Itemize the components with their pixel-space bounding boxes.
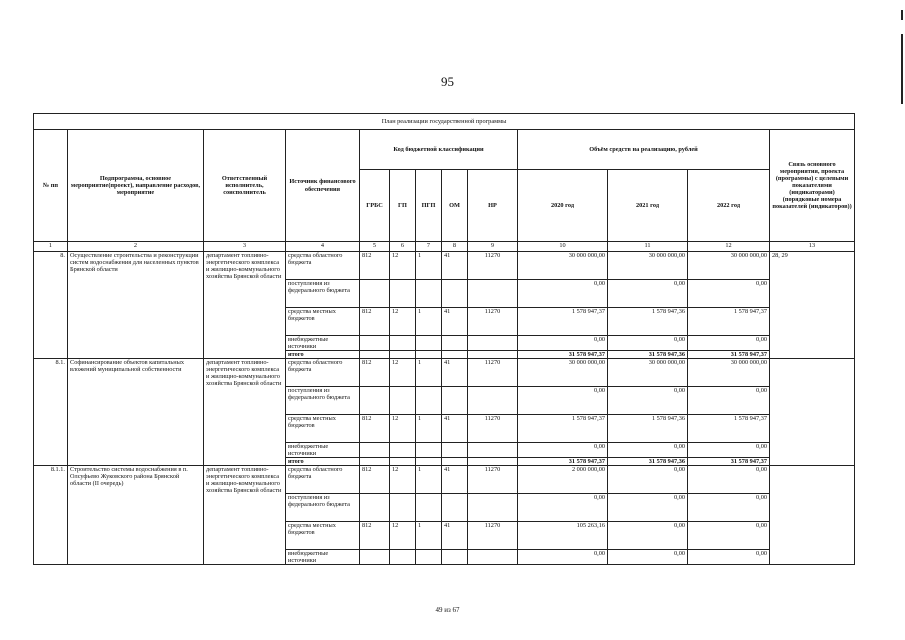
code-ir: 11270 bbox=[468, 308, 518, 336]
total-2020: 31 578 947,37 bbox=[518, 458, 608, 466]
amount-2021: 1 578 947,36 bbox=[608, 308, 688, 336]
code-om: 41 bbox=[442, 415, 468, 443]
item-number: 8. bbox=[34, 252, 68, 359]
code-ir: 11270 bbox=[468, 359, 518, 387]
funding-source: средства областного бюджета bbox=[286, 252, 360, 280]
col-number: 2 bbox=[68, 242, 204, 252]
total-2022: 31 578 947,37 bbox=[688, 351, 770, 359]
code-om: 41 bbox=[442, 252, 468, 280]
code-ir: 11270 bbox=[468, 466, 518, 494]
header-num: № пп bbox=[34, 130, 68, 242]
code-pgp: 1 bbox=[416, 415, 442, 443]
code-pgp: 1 bbox=[416, 522, 442, 550]
total-2022: 31 578 947,37 bbox=[688, 458, 770, 466]
total-2021: 31 578 947,36 bbox=[608, 351, 688, 359]
amount-2021: 0,00 bbox=[608, 336, 688, 351]
amount-2020: 0,00 bbox=[518, 443, 608, 458]
amount-2022: 0,00 bbox=[688, 494, 770, 522]
code-om: 41 bbox=[442, 522, 468, 550]
amount-2020: 0,00 bbox=[518, 550, 608, 565]
code-gp bbox=[390, 387, 416, 415]
table-title: План реализации государственной программы bbox=[34, 114, 855, 130]
code-om bbox=[442, 336, 468, 351]
col-number: 13 bbox=[770, 242, 855, 252]
funding-source: средства областного бюджета bbox=[286, 466, 360, 494]
amount-2020: 1 578 947,37 bbox=[518, 415, 608, 443]
funding-source: средства областного бюджета bbox=[286, 359, 360, 387]
code-grbs: 812 bbox=[360, 252, 390, 280]
scan-edge-mark bbox=[901, 10, 903, 20]
amount-2022: 0,00 bbox=[688, 466, 770, 494]
table-row bbox=[34, 252, 855, 280]
code-grbs bbox=[360, 387, 390, 415]
col-number: 4 bbox=[286, 242, 360, 252]
code-ir bbox=[468, 280, 518, 308]
code-grbs: 812 bbox=[360, 359, 390, 387]
funding-source: средства местных бюджетов bbox=[286, 415, 360, 443]
code-pgp bbox=[416, 443, 442, 458]
funding-source: внебюджетные источники bbox=[286, 443, 360, 458]
code-grbs bbox=[360, 443, 390, 458]
code-gp bbox=[390, 443, 416, 458]
amount-2021: 0,00 bbox=[608, 550, 688, 565]
amount-2021: 0,00 bbox=[608, 466, 688, 494]
plan-body bbox=[34, 252, 855, 565]
code-ir bbox=[468, 550, 518, 565]
header-2020: 2020 год bbox=[518, 170, 608, 242]
col-number: 11 bbox=[608, 242, 688, 252]
code-pgp: 1 bbox=[416, 308, 442, 336]
amount-2022: 30 000 000,00 bbox=[688, 252, 770, 280]
amount-2020: 105 263,16 bbox=[518, 522, 608, 550]
amount-2021: 30 000 000,00 bbox=[608, 252, 688, 280]
item-name: Строительство системы водоснабжения в п. Олсуфьево Жуковского района Брянской области (II очередь) bbox=[68, 466, 204, 565]
code-gp bbox=[390, 550, 416, 565]
item-number: 8.1.1. bbox=[34, 466, 68, 565]
code-pgp bbox=[416, 550, 442, 565]
code-grbs: 812 bbox=[360, 522, 390, 550]
funding-source: внебюджетные источники bbox=[286, 336, 360, 351]
amount-2022: 0,00 bbox=[688, 336, 770, 351]
funding-source: средства местных бюджетов bbox=[286, 308, 360, 336]
col-number: 6 bbox=[390, 242, 416, 252]
amount-2021: 0,00 bbox=[608, 522, 688, 550]
code-grbs bbox=[360, 336, 390, 351]
total-label: итого bbox=[286, 458, 360, 466]
code-ir bbox=[468, 387, 518, 415]
code-grbs bbox=[360, 351, 390, 359]
code-gp: 12 bbox=[390, 359, 416, 387]
amount-2021: 1 578 947,36 bbox=[608, 415, 688, 443]
indicator-link bbox=[770, 359, 855, 466]
code-pgp bbox=[416, 336, 442, 351]
responsible-executor: департамент топливно-энергетического комплекса и жилищно-коммунального хозяйства Брянской области bbox=[204, 359, 286, 466]
code-pgp bbox=[416, 351, 442, 359]
code-pgp: 1 bbox=[416, 359, 442, 387]
amount-2020: 0,00 bbox=[518, 494, 608, 522]
code-gp: 12 bbox=[390, 415, 416, 443]
item-number: 8.1. bbox=[34, 359, 68, 466]
amount-2022: 1 578 947,37 bbox=[688, 415, 770, 443]
amount-2021: 0,00 bbox=[608, 494, 688, 522]
header-2022: 2022 год bbox=[688, 170, 770, 242]
amount-2020: 0,00 bbox=[518, 336, 608, 351]
code-om: 41 bbox=[442, 466, 468, 494]
funding-source: средства местных бюджетов bbox=[286, 522, 360, 550]
header-grbs: ГРБС bbox=[360, 170, 390, 242]
code-pgp bbox=[416, 280, 442, 308]
code-grbs: 812 bbox=[360, 466, 390, 494]
code-gp: 12 bbox=[390, 522, 416, 550]
code-om bbox=[442, 387, 468, 415]
code-ir: 11270 bbox=[468, 252, 518, 280]
header-pgp: ПГП bbox=[416, 170, 442, 242]
header-source: Источник финансового обеспечения bbox=[286, 130, 360, 242]
amount-2020: 0,00 bbox=[518, 387, 608, 415]
item-name: Осуществление строительства и реконструкции систем водоснабжения для населенных пунктов Брянской области bbox=[68, 252, 204, 359]
code-om bbox=[442, 443, 468, 458]
code-pgp bbox=[416, 458, 442, 466]
code-om bbox=[442, 280, 468, 308]
amount-2020: 0,00 bbox=[518, 280, 608, 308]
indicator-link: 28, 29 bbox=[770, 252, 855, 359]
funding-source: поступления из федерального бюджета bbox=[286, 280, 360, 308]
amount-2022: 30 000 000,00 bbox=[688, 359, 770, 387]
responsible-executor: департамент топливно-энергетического комплекса и жилищно-коммунального хозяйства Брянской области bbox=[204, 252, 286, 359]
code-gp: 12 bbox=[390, 252, 416, 280]
header-kbk-group: Код бюджетной классификации bbox=[360, 130, 518, 170]
header-gp: ГП bbox=[390, 170, 416, 242]
code-om: 41 bbox=[442, 308, 468, 336]
table-row bbox=[34, 466, 855, 494]
col-number: 9 bbox=[468, 242, 518, 252]
code-grbs: 812 bbox=[360, 308, 390, 336]
funding-source: поступления из федерального бюджета bbox=[286, 387, 360, 415]
col-number: 5 bbox=[360, 242, 390, 252]
header-2021: 2021 год bbox=[608, 170, 688, 242]
amount-2022: 1 578 947,37 bbox=[688, 308, 770, 336]
page-number: 95 bbox=[441, 74, 454, 89]
code-pgp: 1 bbox=[416, 252, 442, 280]
code-grbs bbox=[360, 550, 390, 565]
column-number-row bbox=[34, 242, 855, 252]
code-pgp bbox=[416, 494, 442, 522]
code-grbs: 812 bbox=[360, 415, 390, 443]
amount-2022: 0,00 bbox=[688, 550, 770, 565]
amount-2020: 30 000 000,00 bbox=[518, 252, 608, 280]
code-gp bbox=[390, 494, 416, 522]
funding-source: поступления из федерального бюджета bbox=[286, 494, 360, 522]
funding-source: внебюджетные источники bbox=[286, 550, 360, 565]
amount-2022: 0,00 bbox=[688, 280, 770, 308]
total-2020: 31 578 947,37 bbox=[518, 351, 608, 359]
col-number: 1 bbox=[34, 242, 68, 252]
code-om bbox=[442, 550, 468, 565]
code-gp bbox=[390, 458, 416, 466]
header-funds-group: Объём средств на реализацию, рублей bbox=[518, 130, 770, 170]
code-gp: 12 bbox=[390, 308, 416, 336]
header-ir: НР bbox=[468, 170, 518, 242]
amount-2021: 0,00 bbox=[608, 280, 688, 308]
col-number: 8 bbox=[442, 242, 468, 252]
code-om bbox=[442, 458, 468, 466]
code-ir bbox=[468, 458, 518, 466]
code-gp bbox=[390, 336, 416, 351]
header-responsible: Ответственный исполнитель, соисполнитель bbox=[204, 130, 286, 242]
code-pgp bbox=[416, 387, 442, 415]
code-gp: 12 bbox=[390, 466, 416, 494]
col-number: 10 bbox=[518, 242, 608, 252]
amount-2021: 30 000 000,00 bbox=[608, 359, 688, 387]
amount-2022: 0,00 bbox=[688, 443, 770, 458]
code-ir bbox=[468, 351, 518, 359]
amount-2020: 30 000 000,00 bbox=[518, 359, 608, 387]
code-grbs bbox=[360, 458, 390, 466]
col-number: 3 bbox=[204, 242, 286, 252]
item-name: Софинансирование объектов капитальных вложений муниципальной собственности bbox=[68, 359, 204, 466]
scan-edge-mark bbox=[901, 34, 903, 104]
col-number: 7 bbox=[416, 242, 442, 252]
table-row bbox=[34, 359, 855, 387]
amount-2021: 0,00 bbox=[608, 443, 688, 458]
amount-2020: 1 578 947,37 bbox=[518, 308, 608, 336]
total-label: итого bbox=[286, 351, 360, 359]
header-om: ОМ bbox=[442, 170, 468, 242]
code-pgp: 1 bbox=[416, 466, 442, 494]
code-om bbox=[442, 351, 468, 359]
indicator-link bbox=[770, 466, 855, 565]
code-ir bbox=[468, 494, 518, 522]
code-grbs bbox=[360, 494, 390, 522]
code-ir bbox=[468, 443, 518, 458]
amount-2020: 2 000 000,00 bbox=[518, 466, 608, 494]
code-ir: 11270 bbox=[468, 522, 518, 550]
header-name: Подпрограмма, основное мероприятие(проект), направление расходов, мероприятие bbox=[68, 130, 204, 242]
page-footer: 49 из 67 bbox=[435, 606, 460, 614]
col-number: 12 bbox=[688, 242, 770, 252]
code-om bbox=[442, 494, 468, 522]
code-ir bbox=[468, 336, 518, 351]
amount-2021: 0,00 bbox=[608, 387, 688, 415]
code-grbs bbox=[360, 280, 390, 308]
total-2021: 31 578 947,36 bbox=[608, 458, 688, 466]
code-gp bbox=[390, 280, 416, 308]
code-om: 41 bbox=[442, 359, 468, 387]
code-gp bbox=[390, 351, 416, 359]
responsible-executor: департамент топливно-энергетического комплекса и жилищно-коммунального хозяйства Брянской области bbox=[204, 466, 286, 565]
code-ir: 11270 bbox=[468, 415, 518, 443]
program-plan-table bbox=[33, 113, 855, 565]
amount-2022: 0,00 bbox=[688, 522, 770, 550]
header-indicator-link: Связь основного мероприятия, проекта (программы) с целевыми показателями (индикаторами) (порядковые номера показателей (индикаторов)) bbox=[770, 130, 855, 242]
amount-2022: 0,00 bbox=[688, 387, 770, 415]
